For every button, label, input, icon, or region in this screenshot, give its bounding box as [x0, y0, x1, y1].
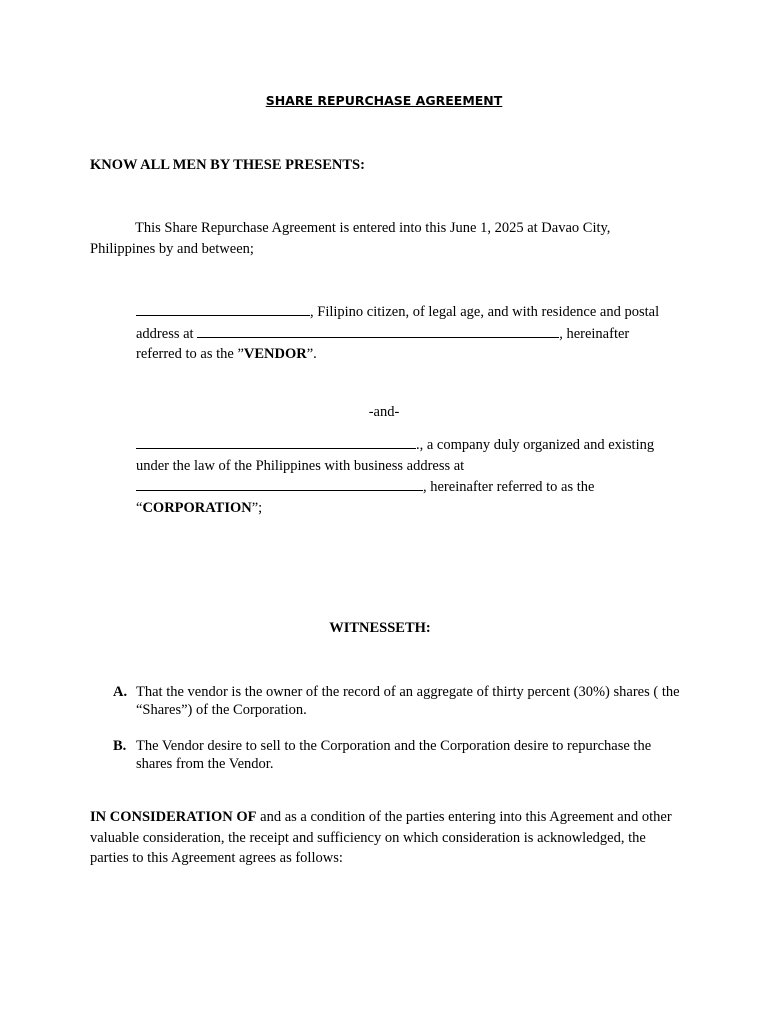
and-separator: -and-: [368, 404, 400, 420]
corporation-role-prefix: “: [136, 499, 143, 516]
witnesseth-heading: WITNESSETH:: [329, 620, 431, 636]
corporation-name-blank[interactable]: [136, 434, 416, 449]
list-item: [113, 737, 683, 773]
list-item-marker: A.: [113, 684, 128, 700]
intro-paragraph: [90, 218, 650, 260]
intro-text: This Share Repurchase Agreement is entered into this June 1, 2025 at Davao City, Philippines by and between;: [90, 220, 611, 257]
vendor-name-blank[interactable]: [136, 301, 310, 316]
corporation-role: CORPORATION: [142, 499, 252, 516]
list-item-text: The Vendor desire to sell to the Corporation and the Corporation desire to repurchase the shares from the Vendor.: [136, 738, 652, 772]
consideration-text: and as a condition of the parties entering into this Agreement and other valuable consideration, the receipt and sufficiency on which consideration is acknowledged, the parties to this Agreement agrees as follows:: [90, 809, 672, 866]
list-item-marker: B.: [113, 738, 127, 754]
vendor-address-suffix: , hereinafter: [559, 325, 630, 342]
vendor-line-2: [136, 323, 681, 345]
corporation-line-2: under the law of the Philippines with business address at: [136, 457, 465, 474]
opening-heading: KNOW ALL MEN BY THESE PRESENTS:: [90, 157, 365, 173]
corporation-line-1-text: ., a company duly organized and existing: [416, 437, 655, 453]
document-title: SHARE REPURCHASE AGREEMENT: [265, 93, 503, 108]
consideration-paragraph: [90, 807, 680, 869]
vendor-line-3: [136, 344, 681, 365]
vendor-address-blank[interactable]: [197, 323, 559, 338]
corporation-address-suffix: , hereinafter referred to as the: [423, 479, 595, 495]
corporation-line-4: [136, 498, 681, 519]
vendor-role: VENDOR: [243, 346, 307, 362]
vendor-address-prefix: address at: [136, 325, 194, 342]
list-item: [113, 683, 683, 719]
vendor-line-1: [136, 301, 681, 323]
vendor-referred-prefix: referred to as the ”: [136, 346, 244, 362]
corporation-line-3: [136, 476, 681, 498]
consideration-lead: IN CONSIDERATION OF: [90, 809, 257, 825]
corporation-address-blank[interactable]: [136, 476, 423, 491]
vendor-line-1-text: , Filipino citizen, of legal age, and with residence and postal: [310, 304, 660, 320]
list-item-text: That the vendor is the owner of the record of an aggregate of thirty percent (30%) shares ( the “Shares”) of the Corporation.: [136, 684, 680, 718]
corporation-role-suffix: ”;: [251, 499, 263, 516]
corporation-block: [136, 434, 681, 518]
vendor-block: [136, 301, 681, 365]
vendor-referred-suffix: ”.: [306, 346, 317, 362]
corporation-line-1: [136, 434, 681, 456]
